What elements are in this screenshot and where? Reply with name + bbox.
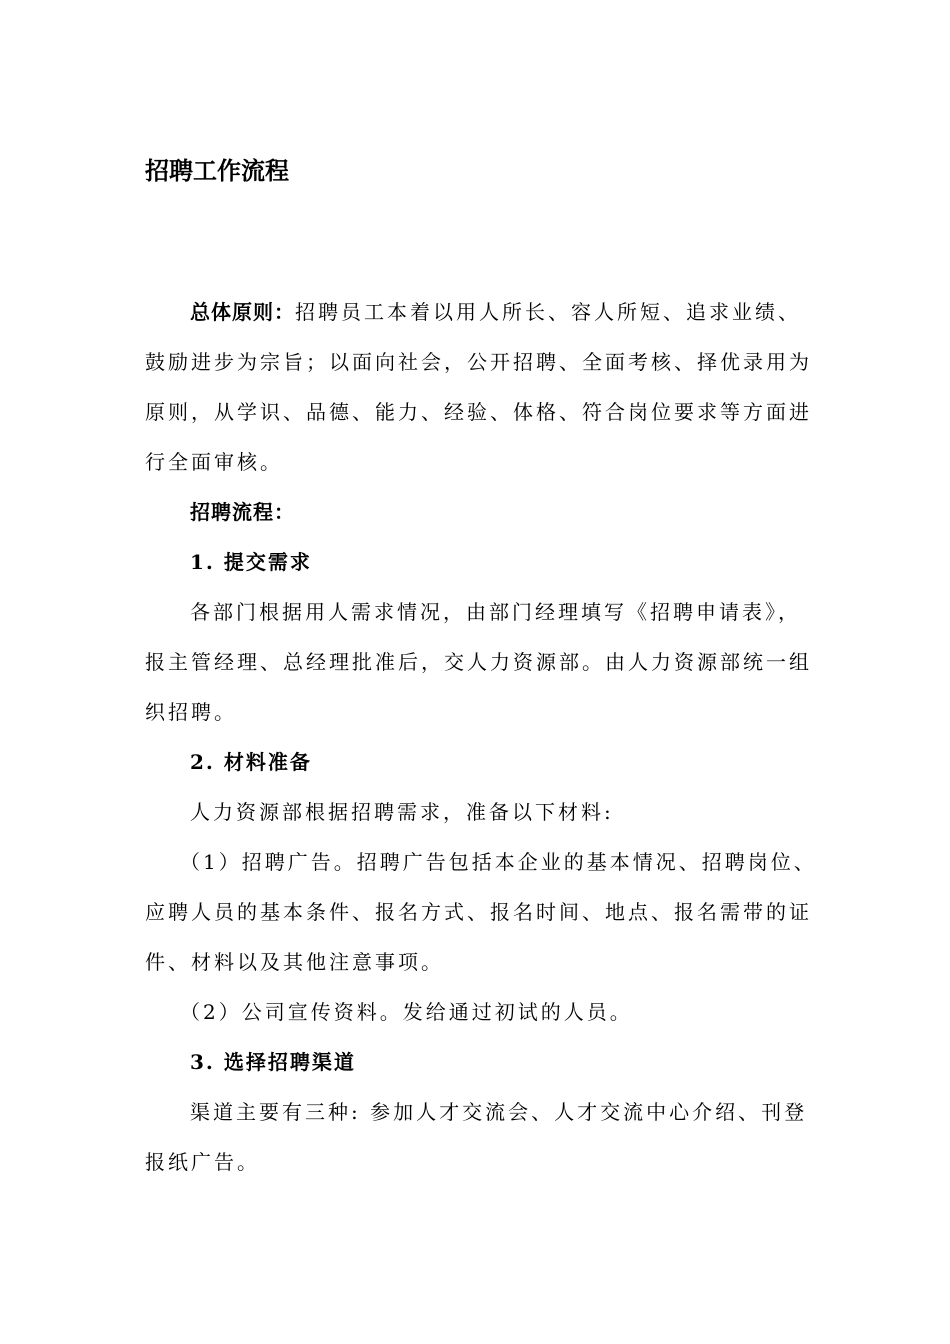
principle-text-1: 招聘员工本着以用人所长、容人所短、追求业绩、 [295,300,801,324]
step2-item2: （2）公司宣传资料。发给通过初试的人员。 [180,1000,633,1024]
step1-text-1: 各部门根据用人需求情况，由部门经理填写《招聘申请表》， [190,600,801,624]
step2-item1-line-3: 件、材料以及其他注意事项。 [145,950,444,974]
principle-text-3: 原则，从学识、品德、能力、经验、体格、符合岗位要求等方面进 [145,400,812,424]
step3-text-2: 报纸广告。 [145,1150,260,1174]
principle-label: 总体原则： [190,300,295,324]
principle-paragraph-line-1 [190,297,801,327]
step3-heading: 3. 选择招聘渠道 [190,1050,356,1074]
step2-item1-line-2: 应聘人员的基本条件、报名方式、报名时间、地点、报名需带的证 [145,900,812,924]
principle-text-2: 鼓励进步为宗旨；以面向社会，公开招聘、全面考核、择优录用为 [145,350,812,374]
step1-text-2: 报主管经理、总经理批准后，交人力资源部。由人力资源部统一组 [145,650,812,674]
step2-item1-line-1: （1）招聘广告。招聘广告包括本企业的基本情况、招聘岗位、 [180,850,817,874]
principle-text-4: 行全面审核。 [145,450,283,474]
step1-text-3: 织招聘。 [145,700,237,724]
step2-heading: 2. 材料准备 [190,750,312,774]
document-title: 招聘工作流程 [145,157,289,185]
step3-text-1: 渠道主要有三种: 参加人才交流会、人才交流中心介绍、刊登 [190,1100,808,1124]
step1-heading: 1. 提交需求 [190,550,312,574]
step2-intro: 人力资源部根据招聘需求，准备以下材料: [190,800,614,824]
process-heading: 招聘流程： [190,500,295,524]
